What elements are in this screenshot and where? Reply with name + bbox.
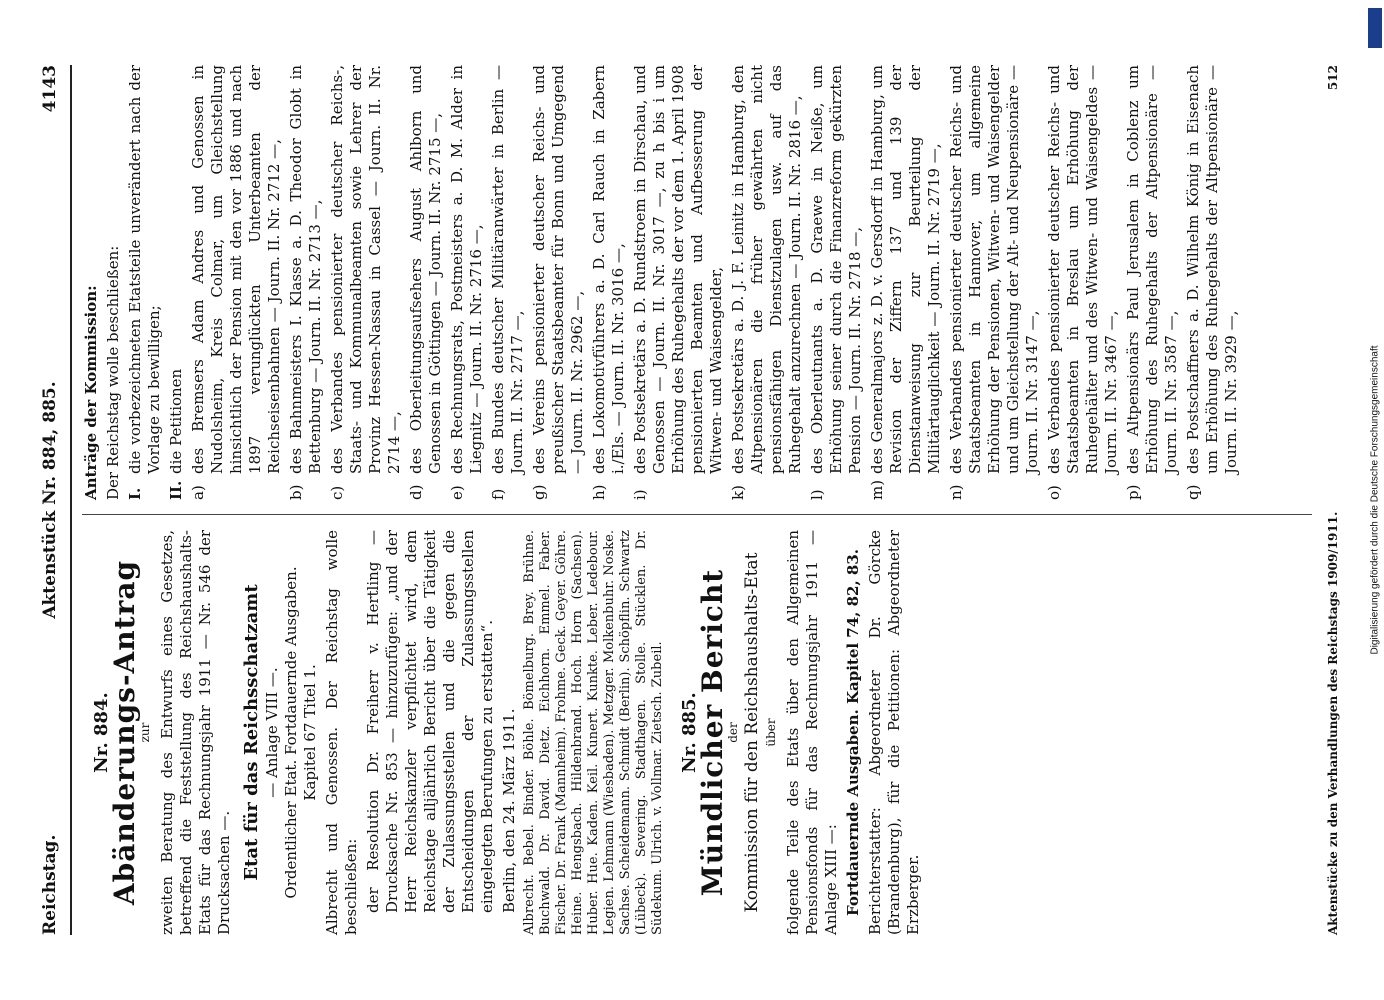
ordentlicher-etat: Ordentlicher Etat. Fortdauernde Ausgaben. bbox=[282, 566, 300, 899]
petition-item bbox=[189, 65, 284, 500]
petition-text: des Verbandes pensionierter deutscher Reichs-, Staats- und Kommunalbeamten sowie Lehrer der Provinz Hessen-Nassau in Cassel — Journ. II. Nr. 2714 —, bbox=[328, 65, 403, 474]
petition-text: des Lokomotivführers a. D. Carl Rauch in Zabern i./Els. — Journ. II. Nr. 3016 —, bbox=[590, 65, 627, 474]
petition-item bbox=[590, 65, 628, 500]
petition-item bbox=[287, 65, 325, 500]
petition-item bbox=[1184, 65, 1241, 500]
item-2-number: II. bbox=[167, 480, 185, 500]
document-number-885: Nr. 885. bbox=[679, 692, 700, 773]
petition-key: h) bbox=[590, 484, 608, 500]
albrecht-intro: Albrecht und Genossen. Der Reichstag wolle beschließen: bbox=[323, 530, 360, 935]
right-column bbox=[82, 65, 1312, 500]
petition-text: des Bremsers Adam Andres und Genossen in Nudolsheim, Kreis Colmar, um Gleichstellung hinsichtlich der Pension mit den vor 1886 und nach 1897 verunglückten Unterbeamten der Reichseisenbahnen — Journ. II. Nr. 2712 —, bbox=[189, 65, 283, 474]
dfg-side-note bbox=[1368, 0, 1382, 1000]
petition-item bbox=[729, 65, 805, 500]
petition-item bbox=[1124, 65, 1181, 500]
petition-item bbox=[868, 65, 944, 500]
petition-key: q) bbox=[1184, 484, 1202, 500]
item-2-text: die Petitionen bbox=[167, 368, 185, 474]
petition-text: des Postschaffners a. D. Wilhelm König in Eisenach um Erhöhung des Ruhegehalts der Altpensionäre — Journ. II. Nr. 3929 —, bbox=[1184, 65, 1240, 474]
petition-key: d) bbox=[407, 484, 425, 500]
petition-text: des Bahnmeisters I. Klasse a. D. Theodor Globt in Bettenburg — Journ. II. Nr. 2713 —, bbox=[287, 65, 324, 474]
petition-item bbox=[1045, 65, 1121, 500]
document-number-884: Nr. 884. bbox=[91, 692, 112, 773]
left-column bbox=[82, 530, 1312, 935]
header-left: Reichstag. bbox=[40, 834, 60, 935]
petition-item bbox=[631, 65, 726, 500]
petition-text: des Bundes deutscher Militäranwärter in Berlin — Journ. II. Nr. 2717 —, bbox=[489, 65, 526, 474]
der-label: der bbox=[726, 722, 740, 743]
item-1 bbox=[126, 65, 164, 500]
petition-text: des Oberleutnants a. D. Graewe in Neiße, um Erhöhung seiner durch die Finanzreform gekürzten Pension — Journ. II. Nr. 2718 —, bbox=[808, 65, 864, 474]
petition-key: e) bbox=[448, 485, 466, 500]
petition-text: des Verbandes pensionierter deutscher Reichs- und Staatsbeamten in Hannover, um allgemeine Erhöhung der Pensionen, Witwen- und Waisengelder und um Gleichstellung der Alt- und Neupensionäre — Journ. II. Nr. 3147 —, bbox=[947, 65, 1041, 474]
kapitel-label: Kapitel 67 Titel 1. bbox=[301, 664, 319, 801]
header-page-number: 4143 bbox=[40, 65, 60, 113]
signatories: Albrecht. Bebel. Binder. Böhle. Bömelburg. Brey. Brühne. Buchwald. Dr. David. Dietz. Eichhorn. Emmel. Faber. Fischer. Dr. Frank (Mannheim). Frohme. Geck. Geyer. Göhre. Heine. Hengsbach. Hildenbrand. Hoch. Horn (Sachsen). Huber. Hue. Kaden. Keil. Kunert. Kunkte. Leber. Ledebour. Legien. Lehmann (Wiesbaden). Metzger. Molkenbuhr. Noske. Sachse. Scheidemann. Schmidt (Berlin). Schöpflin. Schwartz (Lübeck). Severing. Stadthagen. Stolle. Stücklen. Dr. Südekum. Ulrich. v. Vollmar. Zietsch. Zubeil. bbox=[522, 530, 665, 935]
petition-key: b) bbox=[287, 484, 305, 500]
kommission-title: Kommission für den Reichshaushalts-Etat bbox=[742, 552, 762, 913]
item-2 bbox=[167, 65, 186, 500]
petition-text: des Vereins pensionierter deutscher Reichs- und preußischer Staatsbeamter für Bonn und Umgegend — Journ. II. Nr. 2962 —, bbox=[530, 65, 586, 474]
petition-key: p) bbox=[1124, 484, 1142, 500]
petition-key: a) bbox=[189, 485, 207, 500]
petition-key: f) bbox=[489, 488, 507, 500]
petition-key: n) bbox=[947, 484, 965, 500]
dfg-note-text: Digitalisierung gefördert durch die Deutsche Forschungsgemeinschaft bbox=[1369, 345, 1381, 655]
item-1-number: I. bbox=[126, 487, 144, 500]
item-1-text: die vorbezeichneten Etatsteile unverändert nach der Vorlage zu bewilligen; bbox=[126, 65, 163, 474]
anlage-label: — Anlage VIII —. bbox=[263, 667, 281, 798]
petition-item bbox=[808, 65, 865, 500]
petition-text: des Rechnungsrats, Postmeisters a. D. M. Alder in Liegnitz — Journ. II. Nr. 2716 —, bbox=[448, 65, 485, 474]
header-title: Aktenstück Nr. 884, 885. bbox=[40, 381, 60, 619]
page-header bbox=[40, 65, 66, 935]
petition-item bbox=[448, 65, 486, 500]
petition-item bbox=[407, 65, 445, 500]
footer-note: Aktenstücke zu den Verhandlungen des Reichstags 1909/1911. bbox=[1326, 511, 1340, 935]
antraege-heading: Anträge der Kommission: bbox=[82, 285, 100, 500]
petition-text: des Verbandes pensionierter deutscher Reichs- und Staatsbeamten in Breslau um Erhöhung der Ruhegehälter und des Witwen- und Waisengeldes — Journ. II. Nr. 3467 —, bbox=[1045, 65, 1120, 474]
fortdauernde-ausgaben: Fortdauernde Ausgaben. Kapitel 74, 82, 83. bbox=[844, 548, 862, 917]
date-line: Berlin, den 24. März 1911. bbox=[500, 708, 518, 913]
petition-item bbox=[530, 65, 587, 500]
document-title-884: Abänderungs-Antrag bbox=[108, 559, 141, 906]
petition-key: c) bbox=[328, 485, 346, 500]
zur-label: zur bbox=[138, 722, 152, 743]
petition-key: k) bbox=[729, 485, 747, 500]
petition-key: o) bbox=[1045, 485, 1063, 500]
berichterstatter: Berichterstatter: Abgeordneter Dr. Görcke (Brandenburg), für die Petitionen: Abgeordneter Erzberger. bbox=[866, 530, 922, 935]
petition-list bbox=[189, 65, 1241, 500]
footer-page-number: 512 bbox=[1326, 65, 1340, 91]
folgende-teile: folgende Teile des Etats über den Allgemeinen Pensionsfonds für das Rechnungsjahr 1911 — Anlage XIII —: bbox=[784, 530, 840, 935]
petition-key: i) bbox=[631, 489, 649, 500]
petition-item bbox=[947, 65, 1042, 500]
ueber-label: über bbox=[764, 718, 778, 747]
petition-key: l) bbox=[808, 489, 826, 500]
dfg-logo bbox=[1368, 8, 1382, 48]
petition-text: des Postsekretärs a. D. Rundstroem in Dirschau, und Genossen — Journ. II. Nr. 3017 —, zu h bis i um Erhöhung des Ruhegehalts der vor dem 1. April 1908 pensionierten Beamten und Aufbesserung der Witwen- und Waisengelder, bbox=[631, 65, 725, 474]
intro-paragraph: zweiten Beratung des Entwurfs eines Gesetzes, betreffend die Feststellung des Reichshaushalts-Etats für das Rechnungsjahr 1911 — Nr. 546 der Drucksachen —. bbox=[158, 530, 233, 935]
beschliessen-line: Der Reichstag wolle beschließen: bbox=[104, 245, 122, 500]
etat-title: Etat für das Reichsschatzamt bbox=[241, 584, 262, 881]
petition-key: g) bbox=[530, 484, 548, 500]
document-title-885: Mündlicher Bericht bbox=[696, 568, 729, 897]
resolution-text: der Resolution Dr. Freiherr v. Hertling — Drucksache Nr. 853 — hinzuzufügen: „und der Herr Reichskanzler verpflichtet wird, dem Reichstage alljährlich Bericht über die Tätigkeit der Zulassungsstellen und die gegen die Entscheidungen der Zulassungsstellen eingelegten Berufungen zu erstatten“. bbox=[364, 530, 496, 913]
petition-key: m) bbox=[868, 479, 886, 500]
petition-text: des Oberleitungsaufsehers August Ahlborn und Genossen in Göttingen — Journ. II. Nr. 2715 —, bbox=[407, 65, 444, 474]
petition-text: des Postsekretärs a. D. J. F. Leinitz in Hamburg, den Altpensionären die früher gewährten nicht pensionsfähigen Dienstzulagen usw. auf das Ruhegehalt anzurechnen — Journ. II. Nr. 2816 —, bbox=[729, 65, 804, 474]
petition-item bbox=[489, 65, 527, 500]
petition-item bbox=[328, 65, 404, 500]
petition-text: des Generalmajors z. D. v. Gersdorff in Hamburg, um Revision der Ziffern 137 und 139 der Dienstanweisung zur Beurteilung der Militärtauglichkeit — Journ. II. Nr. 2719 —, bbox=[868, 65, 943, 474]
column-divider bbox=[82, 514, 1312, 515]
petition-text: des Altpensionärs Paul Jerusalem in Coblenz um Erhöhung des Ruhegehalts der Altpensionäre — Journ. II. Nr. 3587 —, bbox=[1124, 65, 1180, 474]
header-rule bbox=[70, 65, 72, 935]
rotated-document-page bbox=[32, 35, 1352, 965]
